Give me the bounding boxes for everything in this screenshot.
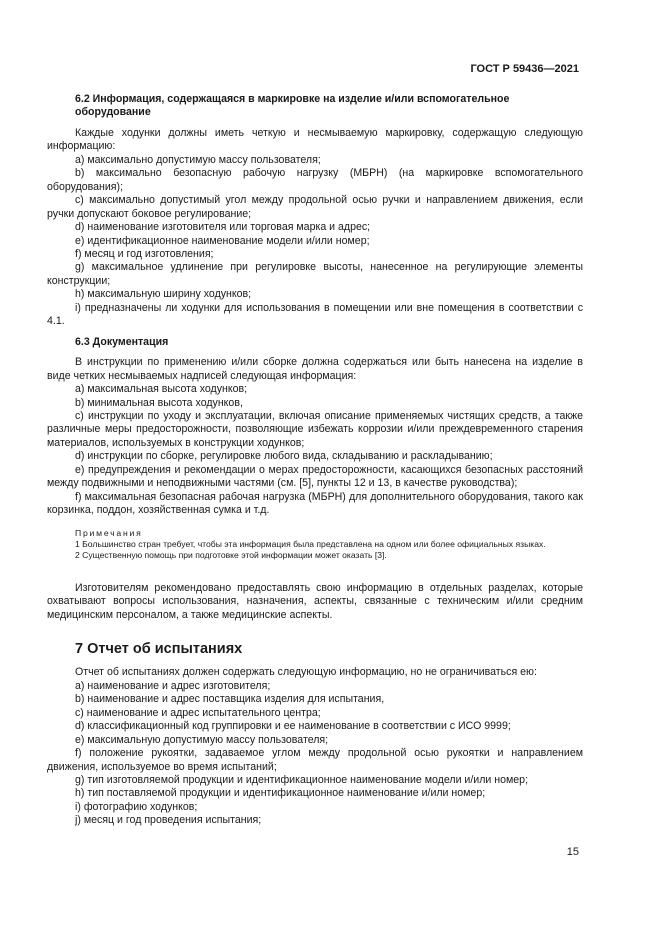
notes-block xyxy=(47,528,583,561)
section-7-intro: Отчет об испытаниях должен содержать следующую информацию, но не ограничиваться ею: xyxy=(75,666,537,679)
list-item: e) максимальную допустимую массу пользователя; xyxy=(75,733,329,746)
list-item: b) наименование и адрес поставщика изделия для испытания, xyxy=(75,693,385,706)
list-item: b) минимальная высота ходунков, xyxy=(75,396,243,409)
list-item: h) максимальную ширину ходунков; xyxy=(75,288,252,301)
notes-heading: Примечания xyxy=(75,527,143,538)
list-item: g) тип изготовляемой продукции и идентификационное наименование модели и/или номер; xyxy=(75,774,529,787)
list-item: g) максимальное удлинение при регулировке высоты, нанесенное на регулирующие элементы конструкции; xyxy=(47,261,583,287)
list-item: a) наименование и адрес изготовителя; xyxy=(75,679,271,692)
section-6-2-heading: 6.2 Информация, содержащаяся в маркировке на изделие и/или вспомогательное оборудование xyxy=(75,93,510,119)
list-item: e) предупреждения и рекомендации о мерах предосторожности, касающихся безопасных расстояний между подвижными и неподвижными частями (см. [5], пункты 12 и 13, в качестве руководства); xyxy=(47,463,583,490)
section-6-3-heading: 6.3 Документация xyxy=(75,335,169,348)
list-item: f) положение рукоятки, задаваемое углом между продольной осью рукоятки и направлением движения, используемое во время испытаний; xyxy=(47,747,583,773)
list-item: a) максимально допустимую массу пользователя; xyxy=(75,153,321,166)
list-item: d) инструкции по сборке, регулировке любого вида, складыванию и раскладыванию; xyxy=(75,450,493,463)
note-item: 2 Существенную помощь при подготовке этой информации может оказать [3]. xyxy=(75,549,387,560)
section-7-heading: 7 Отчет об испытаниях xyxy=(75,640,243,657)
standard-designation: ГОСТ Р 59436—2021 xyxy=(470,63,579,75)
section-6-3-intro: В инструкции по применению и/или сборке должна содержаться или быть нанесена на изделие в виде четких несмываемых надписей следующая информация: xyxy=(47,356,583,382)
list-item: i) предназначены ли ходунки для использования в помещении или вне помещения в соответствии с 4.1. xyxy=(47,301,583,328)
list-item: e) идентификационное наименование модели и/или номер; xyxy=(75,234,370,247)
section-6-2-intro: Каждые ходунки должны иметь четкую и несмываемую маркировку, содержащую следующую информацию: xyxy=(47,126,583,153)
list-item: c) инструкции по уходу и эксплуатации, включая описание применяемых чистящих средств, а также различные меры предосторожности, позволяющие избежать коррозии и/или преждевременного старения материалов, используемых в конструкции ходунков; xyxy=(47,409,583,449)
list-item: f) максимальная безопасная рабочая нагрузка (МБРН) для дополнительного оборудования, такого как корзинка, поддон, хозяйственная сумка и т.д. xyxy=(47,490,583,517)
list-item: f) месяц и год изготовления; xyxy=(75,247,214,260)
section-6-3-closing: Изготовителям рекомендовано предоставлять свою информацию в отдельных разделах, которые охватывают вопросы использования, назначения, аспекты, связанные с техническим и/или средним медицинским персоналом, а также медицинские аспекты. xyxy=(47,581,583,621)
page-content xyxy=(47,93,583,828)
page-number: 15 xyxy=(566,846,579,858)
list-item: d) наименование изготовителя или торговая марка и адрес; xyxy=(75,221,371,234)
list-item: j) месяц и год проведения испытания; xyxy=(75,814,262,827)
list-item: i) фотографию ходунков; xyxy=(75,800,198,813)
list-item: c) максимально допустимый угол между продольной осью ручки и направлением движения, если ручки допускают боковое регулирование; xyxy=(47,194,583,220)
list-item: c) наименование и адрес испытательного центра; xyxy=(75,706,321,719)
note-item: 1 Большинство стран требует, чтобы эта информация была представлена на одном или более официальных языках. xyxy=(75,538,546,549)
list-item: a) максимальная высота ходунков; xyxy=(75,383,248,396)
list-item: d) классификационный код группировки и ее наименование в соответствии с ИСО 9999; xyxy=(75,720,511,733)
list-item: b) максимально безопасную рабочую нагрузку (МБРН) (на маркировке вспомогательного оборудования); xyxy=(47,167,583,193)
list-item: h) тип поставляемой продукции и идентификационное наименование и/или номер; xyxy=(75,787,486,800)
